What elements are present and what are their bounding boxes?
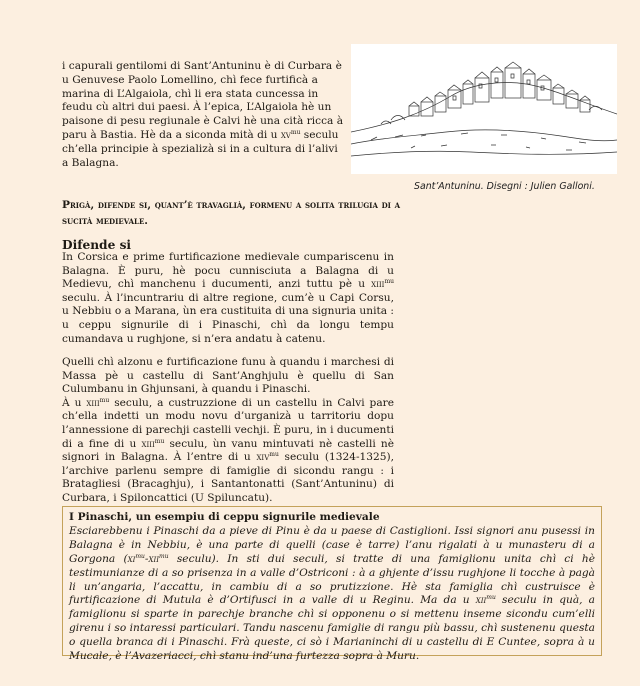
box-text: Esciarebbenu i Pinaschi da a pieve di Pinu è da u paese di Castiglioni. Issi signori anu pusessi in Balagna è in Nebbiu, è una parte di quelli (case è tarre) l’anu rigalati à u munasteru di a Gorgona ( [69,524,595,565]
body-text: seculu, a custruzzione di un castellu in Calvi pare ch’ella indetti un modu novu d’urganizà u tarritoriu dopu l’annessione di parechji castelli vechji. È puru, in i ducumenti di a fine di u [62,396,394,450]
body-text: seculu. À l’incuntrariu di altre regione, cum’è u Capi Corsu, u Nebbiu o a Marana, ùn era custituita di una signuria unita : u ceppu signurile di i Pinaschi, chì da longu tempu cumandava u rughjone, si n’era andatu à catenu. [62,291,394,345]
intro-paragraph [62,60,346,170]
century-suffix: mu [99,396,110,404]
intro-text: i capurali gentilomi di Sant’Antuninu è di Curbara è u Genuvese Paolo Lomellino, chì fece furtificà a marina di L’Algaiola, chì li era stata cuncessa in feudu cù altri dui paesi. À l’epica, L’Algaiola hè un paisone di pesu regiunale è Calvi hè una cità ricca à paru à Bastia. Hè da a siconda mità di u [62,60,344,141]
section-heading: Difende si [62,238,132,252]
century-suffix: mu [486,594,496,602]
century-numeral: xiv [256,451,270,464]
box-text: seculu in quà, a famiglionu si sparte in parechje branche chì si opponenu o si mettenu inseme sicondu cum’elli girenu i so intaressi particulari. Tandu nascenu famiglie di rangu più bassu, chì sustenenu questa o quella branca di i Pinaschi. Frà queste, ci sò i Marianinchi di u castellu di E Cuntee, sopra à u Mucale, è l’Avazeriacci, chì stanu ind’una furtezza sopra à Muru. [69,594,595,663]
body-text: In Corsica e prime furtificazione medievale cumpariscenu in Balagna. È puru, hè pocu cunnisciuta a Balagna di u Medievu, chì manchenu i ducumenti, anzi tuttu pè u [62,251,394,291]
century-suffix: mu [154,437,165,445]
figure-caption: Sant’Antuninu. Disegni : Julien Galloni. [414,181,595,192]
century-numeral: xiii [141,437,155,450]
century-dash: - [144,552,149,565]
century-numeral: xiii [86,396,100,409]
century-numeral: xv [280,128,291,141]
body-text: seculu (1324-1325), l’archive parlenu sempre di famiglie di sicondu rangu : i Bratagliesi (Bracaghju), i Santantonatti (Sant’Antuninu) di Curbara, i Spiloncattici (U Spiluncatu). [62,451,395,504]
village-drawing-illustration [351,44,617,174]
century-numeral: xii [148,552,160,565]
sidebar-box [62,506,602,663]
century-suffix: mu [269,451,279,459]
body-text: Quelli chì alzonu e furtificazione funu à quandu i marchesi di Massa pè u castellu di Sant’Anghjulu è quellu di San Culumbanu in Ghjunsani, à quandu i Pinaschi. [62,356,394,396]
century-suffix: mu [384,278,394,286]
box-text: seculu). In sti dui seculi, si tratte di una famiglionu unita chì ci hè testimunianze di a so prisenza in a valle d’Ostriconi : à a ghjente d’issu rughjone li tocche à pagà li un’angaria, l’accattu, in cambiu di a so prutizzione. Hè sta famiglia chì custruisce è furtificazione di Mutula è d’Ortifusci in a valle di u Reginu. Ma da u [69,552,595,607]
body-text: seculu, ùn vanu mintuvati nè castelli nè signori in Balagna. À l’entre di u [62,437,394,464]
village-drawing [351,44,617,174]
box-title: I Pinaschi, un esempiu di ceppu signurile medievale [69,511,380,523]
box-body [69,525,595,664]
body-text: À u [62,396,87,409]
section-subtitle: Prigà, difende si, quant’è travaglià, formenu a solita trilugia di a sucità medievale. [62,199,401,227]
body-paragraph-1 [62,251,394,346]
intro-text-end: seculu ch’ella principie à spezializà si in a cultura di l’alivi a Balagna. [62,128,339,169]
body-paragraph-2 [62,356,394,506]
century-numeral: xiii [371,278,385,291]
century-suffix: mu [135,552,145,560]
century-suffix: mu [290,128,301,136]
century-suffix: mu [159,552,169,560]
century-numeral: xii [475,594,487,607]
century-numeral: xi [127,552,136,565]
